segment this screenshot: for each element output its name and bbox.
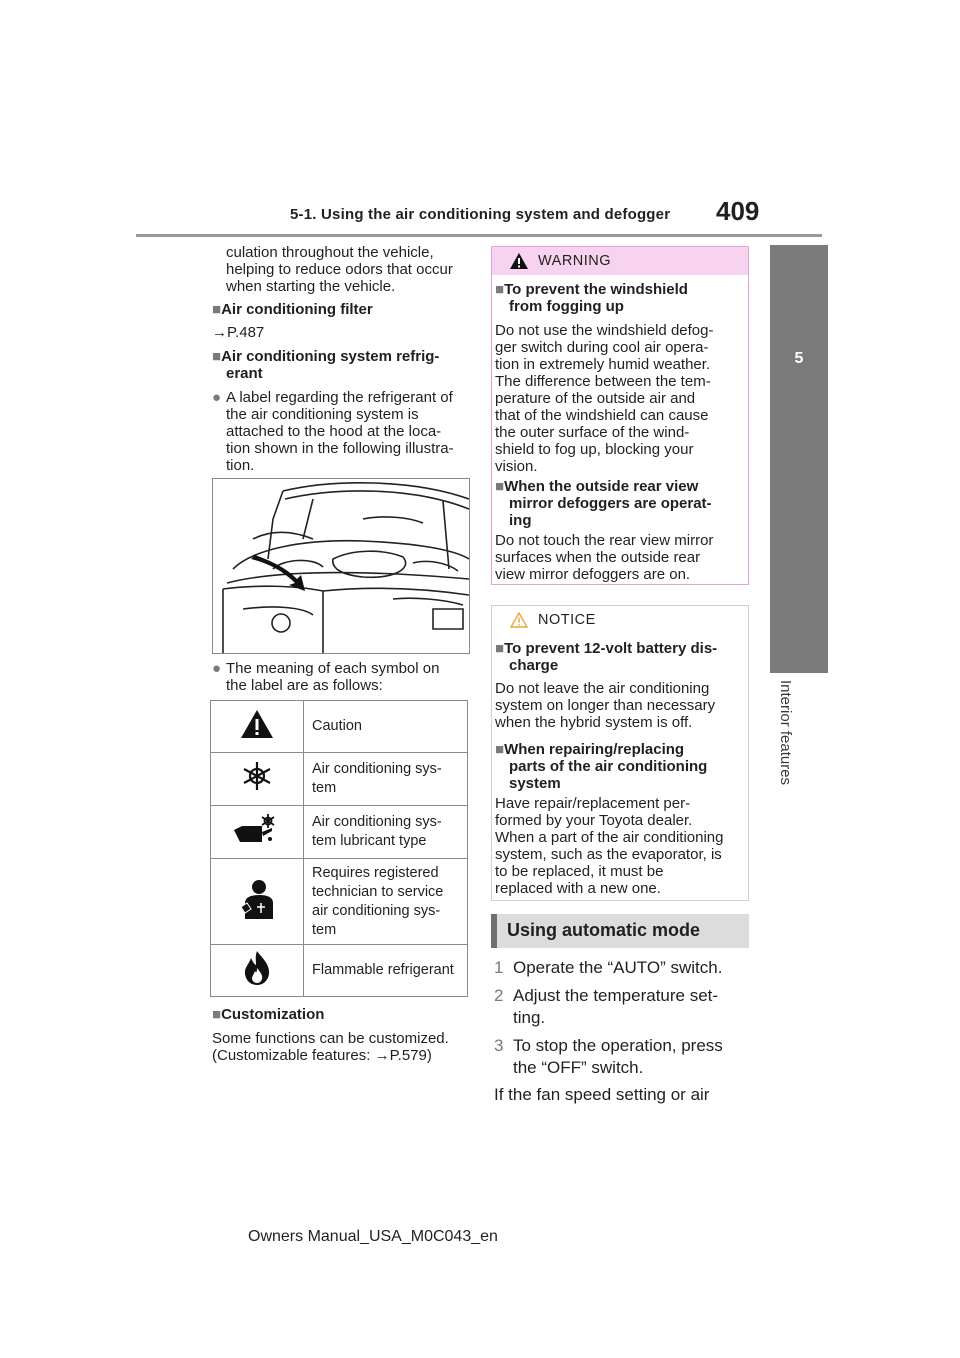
snowflake-icon	[211, 753, 304, 806]
oil-can-snowflake-icon	[211, 806, 304, 859]
customization-heading: ■Customization	[212, 1006, 325, 1023]
page-number: 409	[716, 196, 760, 226]
table-row	[211, 806, 468, 859]
meaning-bullet-marker: ●	[212, 660, 222, 677]
step-1: 1 Operate the “AUTO” switch.	[494, 958, 723, 977]
footer-manual-id: Owners Manual_USA_M0C043_en	[248, 1228, 498, 1245]
symbol-description: Flammable refrigerant	[304, 945, 468, 997]
step-3: 3 To stop the operation, press the “OFF” switch.	[494, 1036, 723, 1077]
step-2: 2 Adjust the temperature set- ting.	[494, 986, 719, 1027]
warning-triangle-icon	[211, 701, 304, 753]
symbol-description: Requires registered technician to service air conditioning sys- tem	[304, 859, 468, 945]
symbol-description: Caution	[304, 701, 468, 753]
engine-hood-illustration	[212, 478, 470, 654]
arrow-icon: →	[212, 324, 227, 341]
meaning-bullet: The meaning of each symbol on the label are as follows:	[226, 660, 440, 694]
notice-section-body: Have repair/replacement per- formed by your Toyota dealer. When a part of the air conditioning system, such as the evaporator, is to be replaced, it must be replaced with a new one.	[495, 795, 724, 897]
chapter-number: 5	[794, 350, 804, 367]
header-rule	[136, 234, 822, 237]
notice-section-body: Do not leave the air conditioning system on longer than necessary when the hybrid system is off.	[495, 680, 716, 731]
chapter-tab	[770, 245, 828, 673]
section-title: 5-1. Using the air conditioning system and defogger	[290, 206, 671, 223]
arrow-icon: →	[374, 1047, 390, 1064]
notice-section-heading: ■When repairing/replacing parts of the air conditioning system	[495, 741, 708, 792]
warning-triangle-icon	[510, 253, 528, 269]
warning-section-body: Do not use the windshield defog- ger switch during cool air opera- tion in extremely humid weather. The difference between the tem- perature of the outside air and that of the windshield can cause the outer surface of the wind- shield to fog up, blocking your vision.	[495, 322, 714, 475]
symbol-table	[210, 700, 468, 997]
auto-mode-trailing-text: If the fan speed setting or air	[494, 1085, 710, 1104]
table-row	[211, 945, 468, 997]
flame-icon	[211, 945, 304, 997]
notice-section-heading: ■To prevent 12-volt battery dis- charge	[495, 640, 718, 674]
warning-section-heading: ■To prevent the windshield from fogging up	[495, 281, 688, 315]
warning-header: WARNING	[492, 247, 748, 275]
chapter-label: Interior features	[777, 680, 794, 786]
table-row	[211, 753, 468, 806]
filter-heading: ■Air conditioning filter	[212, 301, 373, 318]
symbol-description: Air conditioning sys- tem	[304, 753, 468, 806]
warning-section-heading: ■When the outside rear view mirror defoggers are operat- ing	[495, 478, 712, 529]
warning-section-body: Do not touch the rear view mirror surfaces when the outside rear view mirror defoggers are on.	[495, 532, 714, 583]
customization-reference[interactable]: P.579)	[389, 1047, 432, 1064]
auto-mode-heading: Using automatic mode	[491, 914, 749, 948]
customization-text: Some functions can be customized. (Customizable features: →P.579)	[212, 1030, 449, 1064]
label-bullet: A label regarding the refrigerant of the air conditioning system is attached to the hood at the loca- tion shown in the following illustra- tion.	[226, 389, 454, 474]
table-row	[211, 701, 468, 753]
filter-reference[interactable]: →P.487	[212, 324, 265, 341]
refrigerant-heading: ■Air conditioning system refrig-	[212, 348, 440, 365]
technician-icon	[211, 859, 304, 945]
symbol-description: Air conditioning sys- tem lubricant type	[304, 806, 468, 859]
table-row	[211, 859, 468, 945]
refrigerant-heading-cont: erant	[226, 365, 263, 382]
notice-header: NOTICE	[492, 606, 748, 634]
intro-paragraph: culation throughout the vehicle, helping to reduce odors that occur when starting the vehicle.	[226, 244, 453, 295]
label-bullet-marker: ●	[212, 389, 222, 406]
notice-triangle-icon	[510, 612, 528, 628]
